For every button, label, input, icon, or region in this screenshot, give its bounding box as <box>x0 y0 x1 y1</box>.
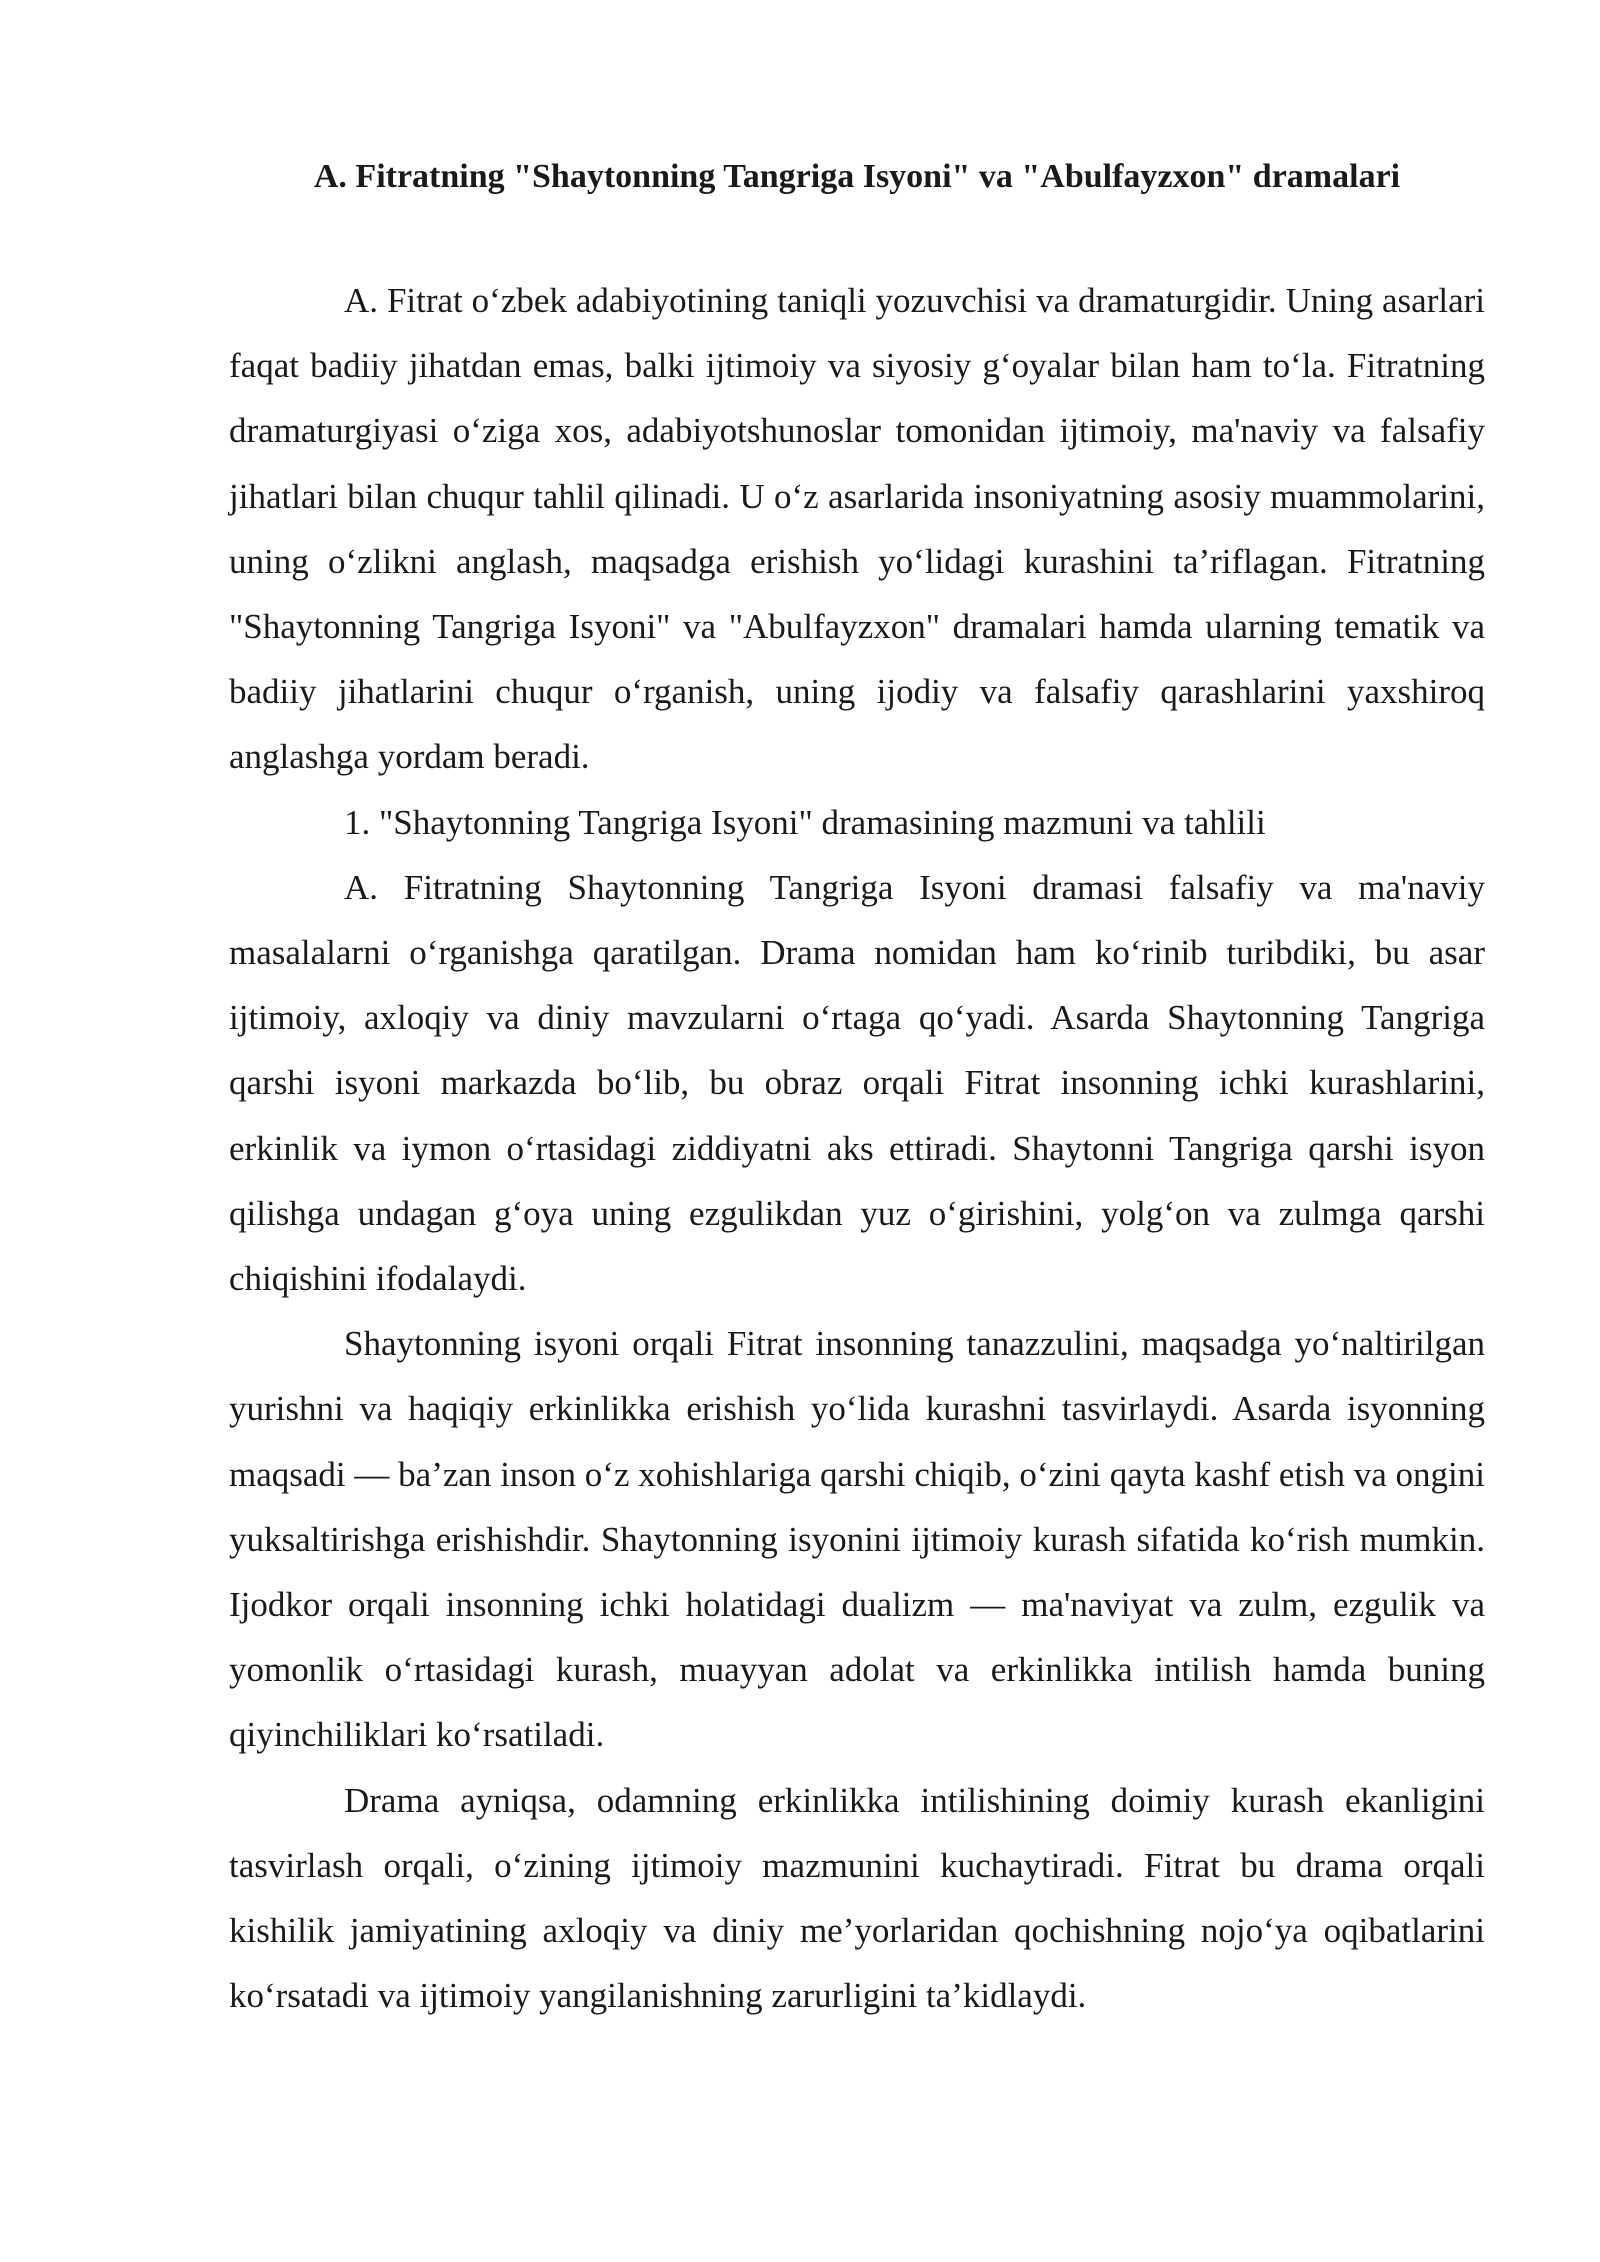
document-body <box>229 150 1485 2028</box>
document-title: A. Fitratning "Shaytonning Tangriga Isyoni" va "Abulfayzxon" dramalari <box>313 158 1401 195</box>
paragraph-drama-summary: A. Fitratning Shaytonning Tangriga Isyoni dramasi falsafiy va ma'naviy masalalarni o‘rganishga qaratilgan. Drama nomidan ham ko‘rinib turibdiki, bu asar ijtimoiy, axloqiy va diniy mavzularni o‘rtaga qo‘yadi. Asarda Shaytonning Tangriga qarshi isyoni markazda bo‘lib, bu obraz orqali Fitrat insonning ichki kurashlarini, erkinlik va iymon o‘rtasidagi ziddiyatni aks ettiradi. Shaytonni Tangriga qarshi isyon qilishga undagan g‘oya uning ezgulikdan yuz o‘girishini, yolg‘on va zulmga qarshi chiqishini ifodalaydi. <box>229 867 1485 1299</box>
paragraph-intro: A. Fitrat o‘zbek adabiyotining taniqli yozuvchisi va dramaturgidir. Uning asarlari faqat badiiy jihatdan emas, balki ijtimoiy va siyosiy g‘oyalar bilan ham to‘la. Fitratning dramaturgiyasi o‘ziga xos, adabiyotshunoslar tomonidan ijtimoiy, ma'naviy va falsafiy jihatlari bilan chuqur tahlil qilinadi. U o‘z asarlarida insoniyatning asosiy muammolarini, uning o‘zlikni anglash, maqsadga erishish yo‘lidagi kurashini ta’riflagan. Fitratning "Shaytonning Tangriga Isyoni" va "Abulfayzxon" dramalari hamda ularning tematik va badiiy jihatlarini chuqur o‘rganish, uning ijodiy va falsafiy qarashlarini yaxshiroq anglashga yordam beradi. <box>229 281 1485 777</box>
paragraph-conclusion: Drama ayniqsa, odamning erkinlikka intilishining doimiy kurash ekanligini tasvirlash orqali, o‘zining ijtimoiy mazmunini kuchaytiradi. Fitrat bu drama orqali kishilik jamiyatining axloqiy va diniy me’yorlaridan qochishning nojo‘ya oqibatlarini ko‘rsatadi va ijtimoiy yangilanishning zarurligini ta’kidlaydi. <box>229 1780 1485 2016</box>
paragraph-rebellion: Shaytonning isyoni orqali Fitrat insonning tanazzulini, maqsadga yo‘naltirilgan yurishni va haqiqiy erkinlikka erishish yo‘lida kurashni tasvirlaydi. Asarda isyonning maqsadi — ba’zan inson o‘z xohishlariga qarshi chiqib, o‘zini qayta kashf etish va ongini yuksaltirishga erishishdir. Shaytonning isyonini ijtimoiy kurash sifatida ko‘rish mumkin. Ijodkor orqali insonning ichki holatidagi dualizm — ma'naviyat va zulm, ezgulik va yomonlik o‘rtasidagi kurash, muayyan adolat va erkinlikka intilish hamda buning qiyinchiliklari ko‘rsatiladi. <box>229 1324 1485 1755</box>
section-heading: 1. "Shaytonning Tangriga Isyoni" dramasining mazmuni va tahlili <box>344 802 1266 842</box>
